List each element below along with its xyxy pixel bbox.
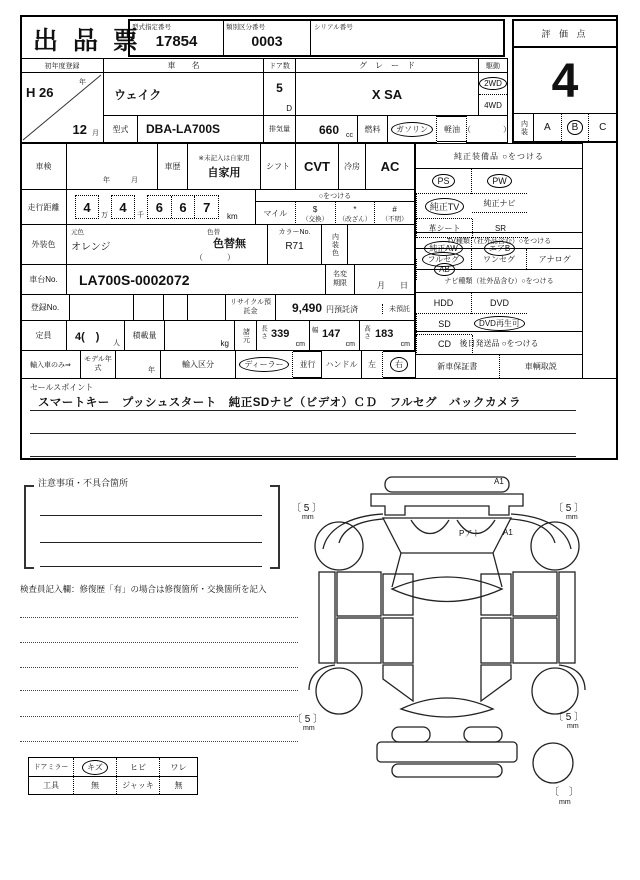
sales-underline-2 (30, 433, 576, 434)
score-value: 4 (551, 54, 579, 108)
shaken-label: 車検 (20, 143, 67, 190)
chassis-value: LA700S-0002072 (66, 264, 326, 295)
notes-line-3 (40, 566, 262, 567)
door-front-left (337, 572, 381, 616)
equip-pw: PW (471, 169, 527, 194)
shift-label: シフト (260, 143, 296, 190)
doors-value: 5 (276, 81, 283, 95)
rear-window (401, 698, 493, 717)
rear-quarter-left (383, 665, 413, 701)
side-outer-left (319, 572, 335, 663)
mileage-digit: 7 (194, 196, 218, 218)
wheel-front-right (531, 522, 579, 570)
tv-row (415, 248, 583, 270)
car-name-header: 車 名 (103, 58, 264, 73)
ship-warranty: 新車保証書 (437, 362, 478, 371)
dotted-line-2 (20, 642, 298, 643)
rear-quarter-right (481, 665, 511, 701)
front-fender-right-outer (511, 514, 571, 549)
mirror-label: ドアミラー (33, 764, 69, 771)
name-change-month: 月 (377, 281, 385, 290)
mileage-sen: 4 (111, 195, 135, 219)
dim-width-unit: cm (345, 341, 355, 348)
mileage-digit: 6 (155, 199, 163, 215)
aircon-label: 冷房 (338, 143, 366, 190)
first-reg-era-year: H 26 (26, 85, 54, 100)
navi-sd: SD (416, 314, 472, 335)
ship-row (415, 354, 583, 379)
import-class-label: 輸入区分 (160, 350, 236, 379)
mirror-table (28, 757, 198, 795)
import-label: 輸入車のみ⇒ (20, 350, 81, 379)
doors-header: ドア数 (263, 58, 296, 73)
tire-depth-rear-left: 〔 5 〕 (292, 714, 324, 725)
grade-value: X SA (295, 72, 479, 116)
equip-tv: 純正TV (416, 194, 472, 219)
interior-grade-row (514, 113, 616, 141)
door-rear-left (337, 618, 381, 663)
recycle-not: 未預託 (382, 304, 410, 314)
color-no-cell (267, 224, 322, 265)
paint-damage-label: Pアト (459, 529, 481, 538)
capacity-label: 定員 (20, 320, 67, 351)
dim-length-label: 長さ (260, 325, 267, 340)
capacity-value: 4( ) (75, 331, 100, 343)
drive-cell (478, 72, 508, 116)
roof-panel (392, 577, 502, 602)
shift-value: CVT (295, 143, 339, 190)
interior-grade-label: 内装 (514, 114, 534, 141)
flags-header: ○をつける (256, 190, 414, 202)
color-no-label: カラーNo. (278, 229, 311, 236)
displacement-label: 排気量 (263, 115, 296, 143)
navi-dvd-play: DVD再生可 (479, 318, 520, 328)
sales-underline-3 (30, 456, 576, 457)
interior-grade-a: A (544, 122, 551, 133)
load-cell (164, 320, 235, 351)
tire-depth-rear-right-unit: mm (567, 723, 579, 730)
dim-width (309, 320, 360, 351)
dim-length (256, 320, 310, 351)
model-year-label: モデル年式 (80, 350, 116, 379)
navi-hdd: HDD (416, 293, 471, 314)
navi-header: ナビ種類（社外品含む）○をつける (415, 269, 583, 293)
fuel-label: 燃料 (357, 115, 388, 143)
jack-value: 無 (159, 777, 197, 794)
wiper-left (411, 520, 449, 534)
model-year-unit: 年 (148, 367, 155, 374)
mileage-cell (66, 189, 256, 225)
shaken-year-unit: 年 (103, 177, 110, 184)
dotted-line-5 (20, 716, 298, 717)
spare-tire (533, 743, 573, 783)
interior-grade-b: B (561, 114, 589, 141)
notes-line-1 (40, 515, 262, 516)
mileage-digits (147, 195, 219, 219)
first-reg-header: 初年度登録 (20, 58, 104, 73)
repaint-paren: （ ） (195, 253, 235, 262)
interior-grade-c: C (588, 114, 616, 141)
tv-fullseg: フルセグ (427, 254, 460, 264)
dim-width-label: 幅 (312, 327, 319, 334)
reg-no-cell-2 (133, 294, 164, 321)
car-diagram (295, 463, 630, 823)
equip-ps: PS (416, 169, 471, 194)
recycle-suffix: 円預託済 (326, 305, 358, 314)
flag-tampered: * （改ざん） (335, 202, 375, 225)
wheel-front-left (315, 522, 363, 570)
import-class-dealer: ディーラー (235, 350, 293, 379)
tire-depth-front-left-unit: mm (302, 514, 314, 521)
score-label: 評 価 点 (514, 21, 616, 48)
model-label: 型式 (103, 115, 138, 143)
door-inner-front-right (481, 574, 511, 615)
dim-height-label: 高さ (363, 325, 370, 340)
tv-header: TV種類（社外品含む）○をつける (415, 232, 583, 249)
odometer-flags (255, 189, 415, 225)
handle-right: 右 (383, 351, 415, 378)
tire-depth-rear-right: 〔 5 〕 (553, 712, 585, 723)
first-reg-year-unit: 年 (79, 79, 86, 86)
fender-damage-label: A1 (503, 528, 513, 537)
tire-depth-front-right-unit: mm (566, 514, 578, 521)
dotted-line-3 (20, 667, 298, 668)
history-label: 車歴 (157, 143, 188, 190)
reg-no-cell-3 (163, 294, 188, 321)
side-outer-right (559, 572, 575, 663)
door-inner-rear-left (383, 618, 413, 663)
bumper-damage-label: A1 (494, 477, 504, 486)
equip-ab: AB (416, 259, 472, 280)
notes-label: 注意事項・不具合箇所 (38, 478, 129, 488)
tire-depth-front-left: 〔 5 〕 (291, 503, 323, 514)
class-code-value: 0003 (251, 33, 283, 49)
displacement-value: 660 (318, 123, 339, 137)
shaken-cell (66, 143, 158, 190)
notes-bracket-left (24, 485, 34, 569)
ship-header: 後日発送品 ○をつける (415, 331, 583, 355)
score-box (512, 19, 618, 143)
load-label: 積載量 (124, 320, 165, 351)
recycle-cell (275, 294, 415, 321)
model-code-value: 17854 (155, 33, 198, 50)
model-code-label: 型式指定番号 (132, 24, 171, 31)
interior-color-value (347, 224, 415, 265)
history-value: 自家用 (207, 167, 241, 179)
tools-label: 工具 (43, 781, 59, 790)
serial-label: シリアル番号 (314, 24, 353, 31)
color-no-value: R71 (285, 241, 304, 252)
tools-value: 無 (73, 777, 116, 794)
equip-navi: 純正ナビ (472, 194, 527, 213)
notes-line-2 (40, 542, 262, 543)
navi-dvd: DVD (471, 293, 527, 314)
class-code-label: 類別区分番号 (226, 24, 265, 31)
fuel-other: （ ） (466, 115, 508, 143)
flag-exchange: $ （交換） (295, 202, 335, 225)
name-change-label: 名変期限 (325, 264, 355, 295)
history-cell (187, 143, 261, 190)
mirror-crack: ヒビ (116, 758, 159, 776)
dim-height (359, 320, 415, 351)
code-boxes (128, 19, 505, 57)
genuine-header: 純正装備品 ○をつける (415, 143, 583, 169)
tv-analog: アナログ (526, 249, 582, 269)
grade-header: グ レ ー ド (295, 58, 479, 73)
fuel-diesel: 軽油 (437, 116, 467, 142)
sheet-title: 出 品 票 (33, 27, 142, 55)
orig-color-value: オレンジ (71, 242, 111, 253)
aircon-value: AC (365, 143, 415, 190)
dotted-line-6 (20, 741, 298, 742)
door-front-right (513, 572, 557, 616)
jack-label: ジャッキ (116, 777, 159, 794)
tire-depth-front-right: 〔 5 〕 (553, 503, 585, 514)
ship-manual: 車輌取説 (499, 355, 583, 378)
dim-length-unit: cm (295, 341, 305, 348)
reg-no-cell-1 (69, 294, 134, 321)
reg-no-cell-4 (187, 294, 226, 321)
tire-depth-rear-left-unit: mm (303, 725, 315, 732)
equip-airb: エアB (471, 238, 527, 259)
equip-leather: 革シート (416, 219, 472, 238)
flag-unknown: # （不明） (374, 202, 414, 225)
handle-label: ハンドル (321, 350, 362, 379)
flag-mile: マイル (263, 209, 288, 218)
inspector-note: 検査員記入欄：修復歴「有」の場合は修復箇所・交換箇所を記入 (20, 584, 267, 594)
diagonal-line (21, 73, 103, 142)
model-code-cell (130, 21, 224, 55)
serial-cell (311, 21, 503, 55)
spare-tire-depth-unit: mm (559, 799, 571, 806)
model-value: DBA-LA700S (137, 115, 264, 143)
capacity-cell (66, 320, 125, 351)
mileage-sen-unit: 千 (137, 212, 144, 219)
dim-length-value: 339 (271, 328, 290, 340)
drive-header: 駆動 (478, 58, 508, 73)
first-reg-month: 12 (72, 122, 87, 137)
repaint-value: 色替無 (213, 238, 246, 250)
wheel-rear-left (316, 668, 362, 714)
first-reg-month-unit: 月 (92, 130, 99, 137)
interior-color-label: 内装色 (321, 224, 348, 265)
door-rear-right (513, 618, 557, 663)
spare-tire-depth: 〔 〕 (549, 787, 579, 798)
history-note: ※未記入は自家用 (198, 155, 250, 162)
drive-4wd: 4WD (484, 101, 502, 110)
capacity-unit: 人 (113, 340, 120, 347)
mirror-scratch: キズ (73, 758, 116, 776)
mirror-broken: ワレ (159, 758, 197, 776)
door-inner-rear-right (481, 618, 511, 663)
import-class-parallel: 並行 (293, 351, 322, 378)
navi-cd: CD (416, 335, 472, 353)
orig-color-label: 元色 (71, 229, 84, 236)
dotted-line-4 (20, 690, 298, 691)
dotted-line-1 (20, 617, 298, 618)
recycle-label: リサイクル預託金 (225, 294, 276, 321)
equip-sr: SR (472, 219, 528, 238)
color-cell (66, 224, 268, 265)
car-name-value: ウェイク (103, 72, 264, 116)
reg-no-label: 登録No. (20, 294, 70, 321)
first-reg-cell (20, 72, 104, 143)
dim-height-unit: cm (400, 341, 410, 348)
name-change-cell (354, 264, 415, 295)
recycle-amount: 9,490 (292, 301, 323, 315)
sales-label: セールスポイント (30, 383, 94, 392)
displacement-unit: cc (346, 132, 353, 139)
load-unit: kg (220, 339, 229, 348)
mileage-unit: km (227, 212, 238, 221)
body-color-label: 外装色 (20, 224, 67, 265)
drive-2wd: 2WD (479, 73, 507, 95)
mileage-digit: 6 (171, 196, 195, 218)
mileage-label: 走行距離 (20, 189, 67, 225)
notes-bracket-right (270, 485, 280, 569)
name-change-day: 日 (400, 281, 408, 290)
door-inner-front-left (383, 574, 413, 615)
sales-section (20, 378, 618, 460)
repaint-label: 色替 (207, 229, 220, 236)
doors-unit: D (286, 104, 292, 113)
spec-label: 諸元 (234, 320, 257, 351)
model-year-cell (115, 350, 161, 379)
sales-line1: スマートキー プッシュスタート 純正SDナビ（ビデオ）ＣＤ フルセグ バックカメラ (38, 397, 522, 409)
dim-height-value: 183 (375, 328, 394, 340)
doors-cell (263, 72, 296, 116)
mileage-man-unit: 万 (101, 212, 108, 219)
tail-bump-left (392, 727, 430, 742)
rear-bumper-lower (392, 764, 502, 777)
displacement-cell (295, 115, 358, 143)
fuel-gasoline: ガソリン (387, 115, 437, 143)
sales-underline-1 (30, 410, 576, 411)
front-bumper (385, 477, 509, 492)
tv-oneseg: ワンセグ (471, 249, 527, 269)
class-code-cell (224, 21, 311, 55)
front-fender-left-outer (323, 514, 383, 549)
shaken-month-unit: 月 (131, 177, 138, 184)
hood-strip (371, 494, 523, 515)
equip-aw: 純正AW (429, 244, 458, 253)
dim-width-value: 147 (322, 328, 341, 340)
handle-left: 左 (361, 350, 383, 379)
mileage-man: 4 (75, 195, 99, 219)
chassis-label: 車台No. (20, 264, 67, 295)
tail-bump-right (464, 727, 502, 742)
rear-bumper (377, 742, 517, 762)
